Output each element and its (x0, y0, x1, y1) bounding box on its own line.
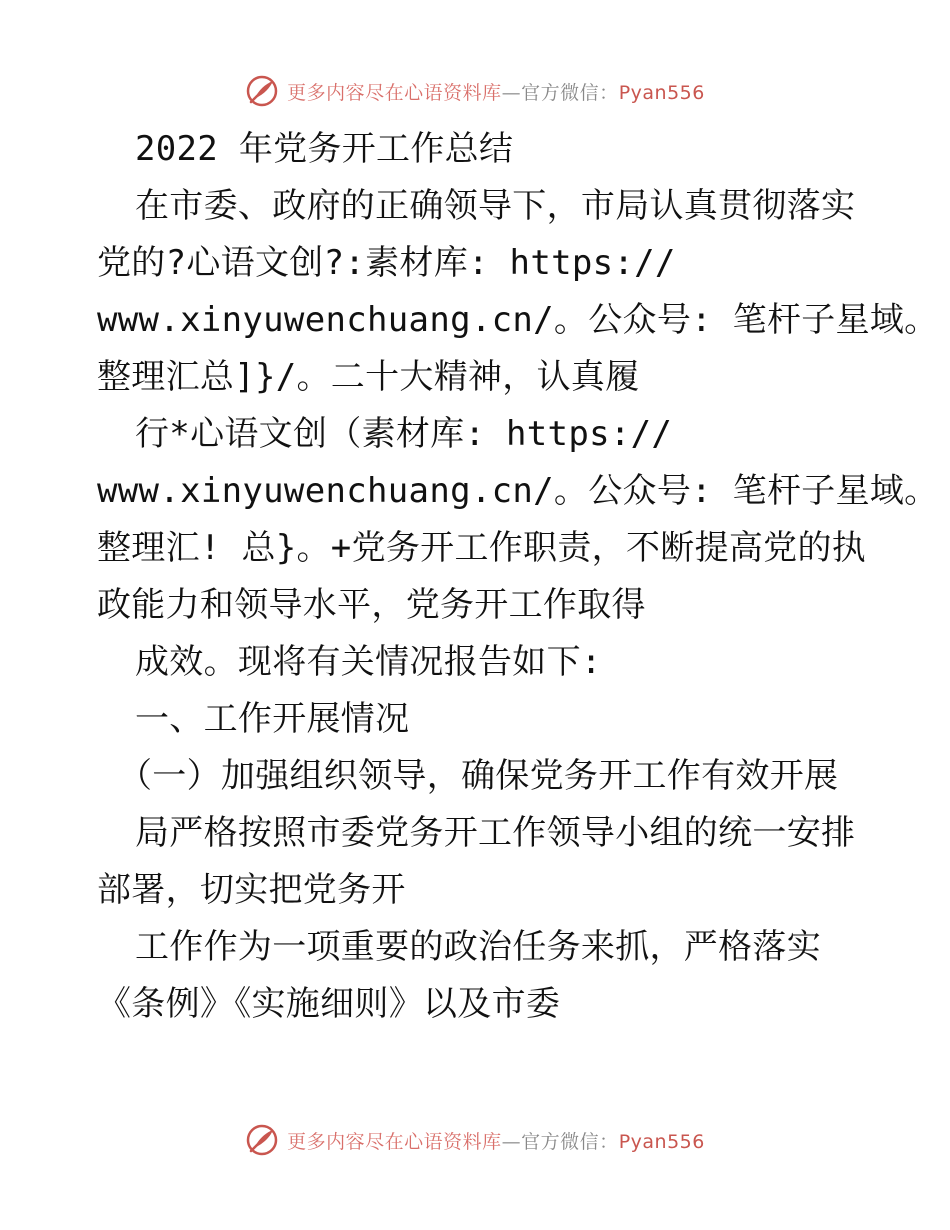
text-line: 部署，切实把党务开 (97, 870, 406, 910)
watermark-text: 更多内容尽在心语资料库—官方微信：Pyan556 (287, 1130, 705, 1153)
section-heading: 一、工作开展情况 (135, 699, 410, 739)
text-line: 在市委、政府的正确领导下，市局认真贯彻落实 (135, 186, 856, 226)
feather-pen-badge-icon (245, 1123, 279, 1157)
text-line: 政能力和领导水平，党务开工作取得 (97, 585, 646, 625)
text-line: 整理汇总]}/。二十大精神，认真履 (97, 357, 640, 397)
feather-pen-badge-icon (245, 74, 279, 108)
text-line: 局严格按照市委党务开工作领导小组的统一安排 (135, 813, 856, 853)
watermark-text: 更多内容尽在心语资料库—官方微信：Pyan556 (287, 81, 705, 104)
text-line: 《条例》《实施细则》以及市委 (97, 984, 561, 1024)
header-watermark (0, 71, 950, 111)
footer-watermark (0, 1120, 950, 1160)
document-body (0, 120, 950, 1080)
subsection-heading: （一）加强组织领导，确保党务开工作有效开展 (118, 756, 839, 796)
document-title: 2022 年党务开工作总结 (135, 129, 514, 169)
text-line: www.xinyuwenchuang.cn/。公众号: 笔杆子星域。 (97, 471, 939, 511)
text-line: 工作作为一项重要的政治任务来抓，严格落实 (135, 927, 821, 967)
text-line: 党的?心语文创?:素材库: https:// (97, 243, 676, 283)
text-line: www.xinyuwenchuang.cn/。公众号: 笔杆子星域。 (97, 300, 939, 340)
text-line: 成效。现将有关情况报告如下: (135, 642, 602, 682)
text-line: 整理汇! 总}。+党务开工作职责，不断提高党的执 (97, 528, 867, 568)
text-line: 行*心语文创（素材库: https:// (135, 414, 673, 454)
